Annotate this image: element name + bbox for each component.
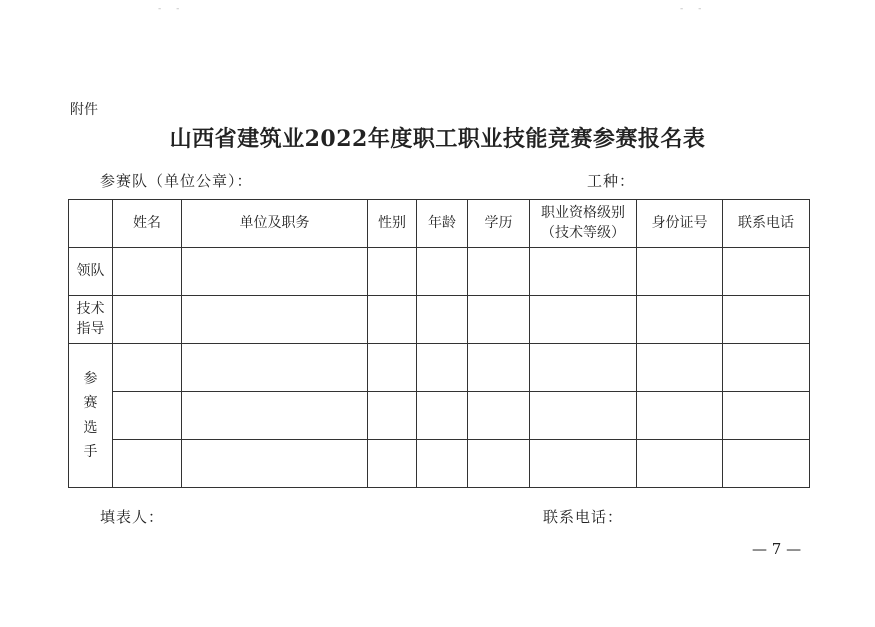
cell-leader-gender[interactable] [368, 248, 417, 296]
cell-tech-qualification[interactable] [530, 296, 637, 344]
table-row-contestant [69, 392, 810, 440]
cell-contestant3-unit[interactable] [182, 440, 368, 488]
cell-tech-id[interactable] [637, 296, 723, 344]
cell-contestant2-name[interactable] [113, 392, 182, 440]
cell-tech-gender[interactable] [368, 296, 417, 344]
cell-contestant1-phone[interactable] [723, 344, 810, 392]
cell-contestant3-education[interactable] [468, 440, 530, 488]
cell-contestant2-education[interactable] [468, 392, 530, 440]
cell-contestant1-age[interactable] [417, 344, 468, 392]
row-label-tech-line2: 指导 [76, 320, 105, 337]
contact-phone-field-label: 联系电话： [543, 508, 624, 526]
header-corner-cell [69, 200, 113, 248]
header-qualification-line2: （技术等级） [541, 224, 625, 241]
attachment-label: 附件 [70, 102, 98, 118]
scan-artifact-right: - - [680, 4, 708, 14]
header-qualification [530, 200, 637, 248]
row-label-contestants-char3: 选 [83, 419, 98, 436]
row-label-contestants-char2: 赛 [83, 395, 98, 411]
cell-leader-qualification[interactable] [530, 248, 637, 296]
table-row-contestant [69, 440, 810, 488]
header-id-number: 身份证号 [637, 200, 723, 248]
cell-leader-id[interactable] [637, 248, 723, 296]
cell-contestant2-age[interactable] [417, 392, 468, 440]
table-row-tech [69, 296, 810, 344]
header-gender: 性别 [368, 200, 417, 248]
cell-contestant1-unit[interactable] [182, 344, 368, 392]
cell-contestant2-unit[interactable] [182, 392, 368, 440]
page-title: 山西省建筑业2022年度职工职业技能竞赛参赛报名表 [169, 126, 706, 152]
scan-artifact-left: - - [158, 4, 186, 14]
row-label-leader: 领队 [69, 248, 113, 296]
row-label-tech-line1: 技术 [76, 300, 105, 317]
header-name: 姓名 [113, 200, 182, 248]
row-label-contestants [69, 344, 113, 488]
cell-tech-unit[interactable] [182, 296, 368, 344]
table-row-contestant [69, 344, 810, 392]
cell-contestant3-name[interactable] [113, 440, 182, 488]
cell-contestant1-name[interactable] [113, 344, 182, 392]
team-field-label: 参赛队（单位公章）： [100, 172, 253, 190]
cell-leader-unit[interactable] [182, 248, 368, 296]
cell-tech-name[interactable] [113, 296, 182, 344]
cell-contestant2-phone[interactable] [723, 392, 810, 440]
cell-contestant2-id[interactable] [637, 392, 723, 440]
cell-contestant2-gender[interactable] [368, 392, 417, 440]
page-number: — 7 — [752, 540, 802, 558]
table-header-row [69, 200, 810, 248]
cell-leader-education[interactable] [468, 248, 530, 296]
cell-contestant3-qualification[interactable] [530, 440, 637, 488]
row-label-tech [69, 296, 113, 344]
registration-table [68, 199, 810, 488]
cell-contestant2-qualification[interactable] [530, 392, 637, 440]
table-row-leader [69, 248, 810, 296]
cell-tech-age[interactable] [417, 296, 468, 344]
header-phone: 联系电话 [723, 200, 810, 248]
cell-leader-phone[interactable] [723, 248, 810, 296]
cell-contestant3-age[interactable] [417, 440, 468, 488]
row-label-contestants-char4: 手 [83, 444, 98, 460]
cell-contestant3-phone[interactable] [723, 440, 810, 488]
cell-contestant1-id[interactable] [637, 344, 723, 392]
cell-contestant1-qualification[interactable] [530, 344, 637, 392]
header-unit-position: 单位及职务 [182, 200, 368, 248]
cell-leader-name[interactable] [113, 248, 182, 296]
job-type-field-label: 工种： [587, 172, 636, 190]
header-qualification-line1: 职业资格级别 [541, 204, 625, 221]
cell-contestant3-gender[interactable] [368, 440, 417, 488]
header-age: 年龄 [417, 200, 468, 248]
cell-tech-education[interactable] [468, 296, 530, 344]
cell-leader-age[interactable] [417, 248, 468, 296]
cell-contestant1-gender[interactable] [368, 344, 417, 392]
row-label-contestants-char1: 参 [83, 370, 98, 387]
filler-field-label: 填表人： [100, 508, 165, 526]
cell-contestant1-education[interactable] [468, 344, 530, 392]
header-education: 学历 [468, 200, 530, 248]
cell-tech-phone[interactable] [723, 296, 810, 344]
cell-contestant3-id[interactable] [637, 440, 723, 488]
